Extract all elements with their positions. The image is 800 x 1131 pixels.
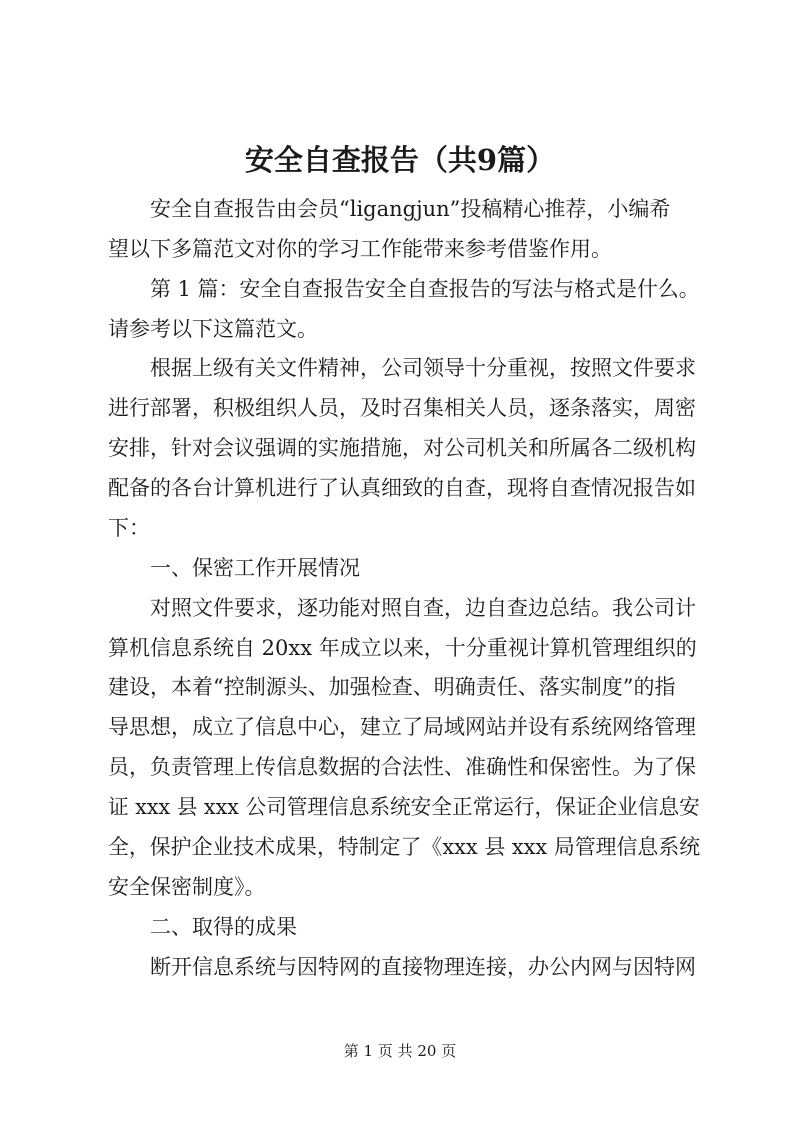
- body-line-8: 配备的各台计算机进行了认真细致的自查，现将自查情况报告如: [108, 476, 696, 500]
- body-line-17: 全，保护企业技术成果，特制定了《xxx 县 xxx 局管理信息系统: [108, 835, 701, 859]
- body-line-16: 证 xxx 县 xxx 公司管理信息系统安全正常运行，保证企业信息安: [108, 795, 700, 819]
- section-heading-1: 一、保密工作开展情况: [150, 556, 360, 580]
- body-line-15: 员，负责管理上传信息数据的合法性、准确性和保密性。为了保: [108, 755, 696, 779]
- body-line-18: 安全保密制度》。: [108, 875, 266, 899]
- body-line-12: 算机信息系统自 20xx 年成立以来，十分重视计算机管理组织的: [108, 636, 697, 660]
- body-line-7: 安排，针对会议强调的实施措施，对公司机关和所属各二级机构: [108, 436, 696, 460]
- body-line-4: 请参考以下这篇范文。: [108, 317, 318, 341]
- body-line-3: 第 1 篇：安全自查报告安全自查报告的写法与格式是什么。: [150, 277, 700, 301]
- body-line-20: 断开信息系统与因特网的直接物理连接，办公内网与因特网: [150, 955, 696, 979]
- body-line-14: 导思想，成立了信息中心，建立了局域网站并设有系统网络管理: [108, 715, 696, 739]
- body-line-9: 下：: [108, 516, 150, 540]
- section-heading-2: 二、取得的成果: [150, 915, 297, 939]
- body-line-11: 对照文件要求，逐功能对照自查，边自查边总结。我公司计: [150, 596, 696, 620]
- document-title: 安全自查报告（共9篇）: [244, 143, 556, 177]
- page-footer: 第 1 页 共 20 页: [343, 1042, 457, 1060]
- body-line-5: 根据上级有关文件精神，公司领导十分重视，按照文件要求: [150, 356, 696, 380]
- body-line-1: 安全自查报告由会员“ligangjun”投稿精心推荐，小编希: [150, 197, 671, 221]
- body-line-13: 建设，本着“控制源头、加强检查、明确责任、落实制度”的指: [108, 675, 676, 699]
- body-line-6: 进行部署，积极组织人员，及时召集相关人员，逐条落实，周密: [108, 396, 696, 420]
- body-line-2: 望以下多篇范文对你的学习工作能带来参考借鉴作用。: [108, 237, 612, 261]
